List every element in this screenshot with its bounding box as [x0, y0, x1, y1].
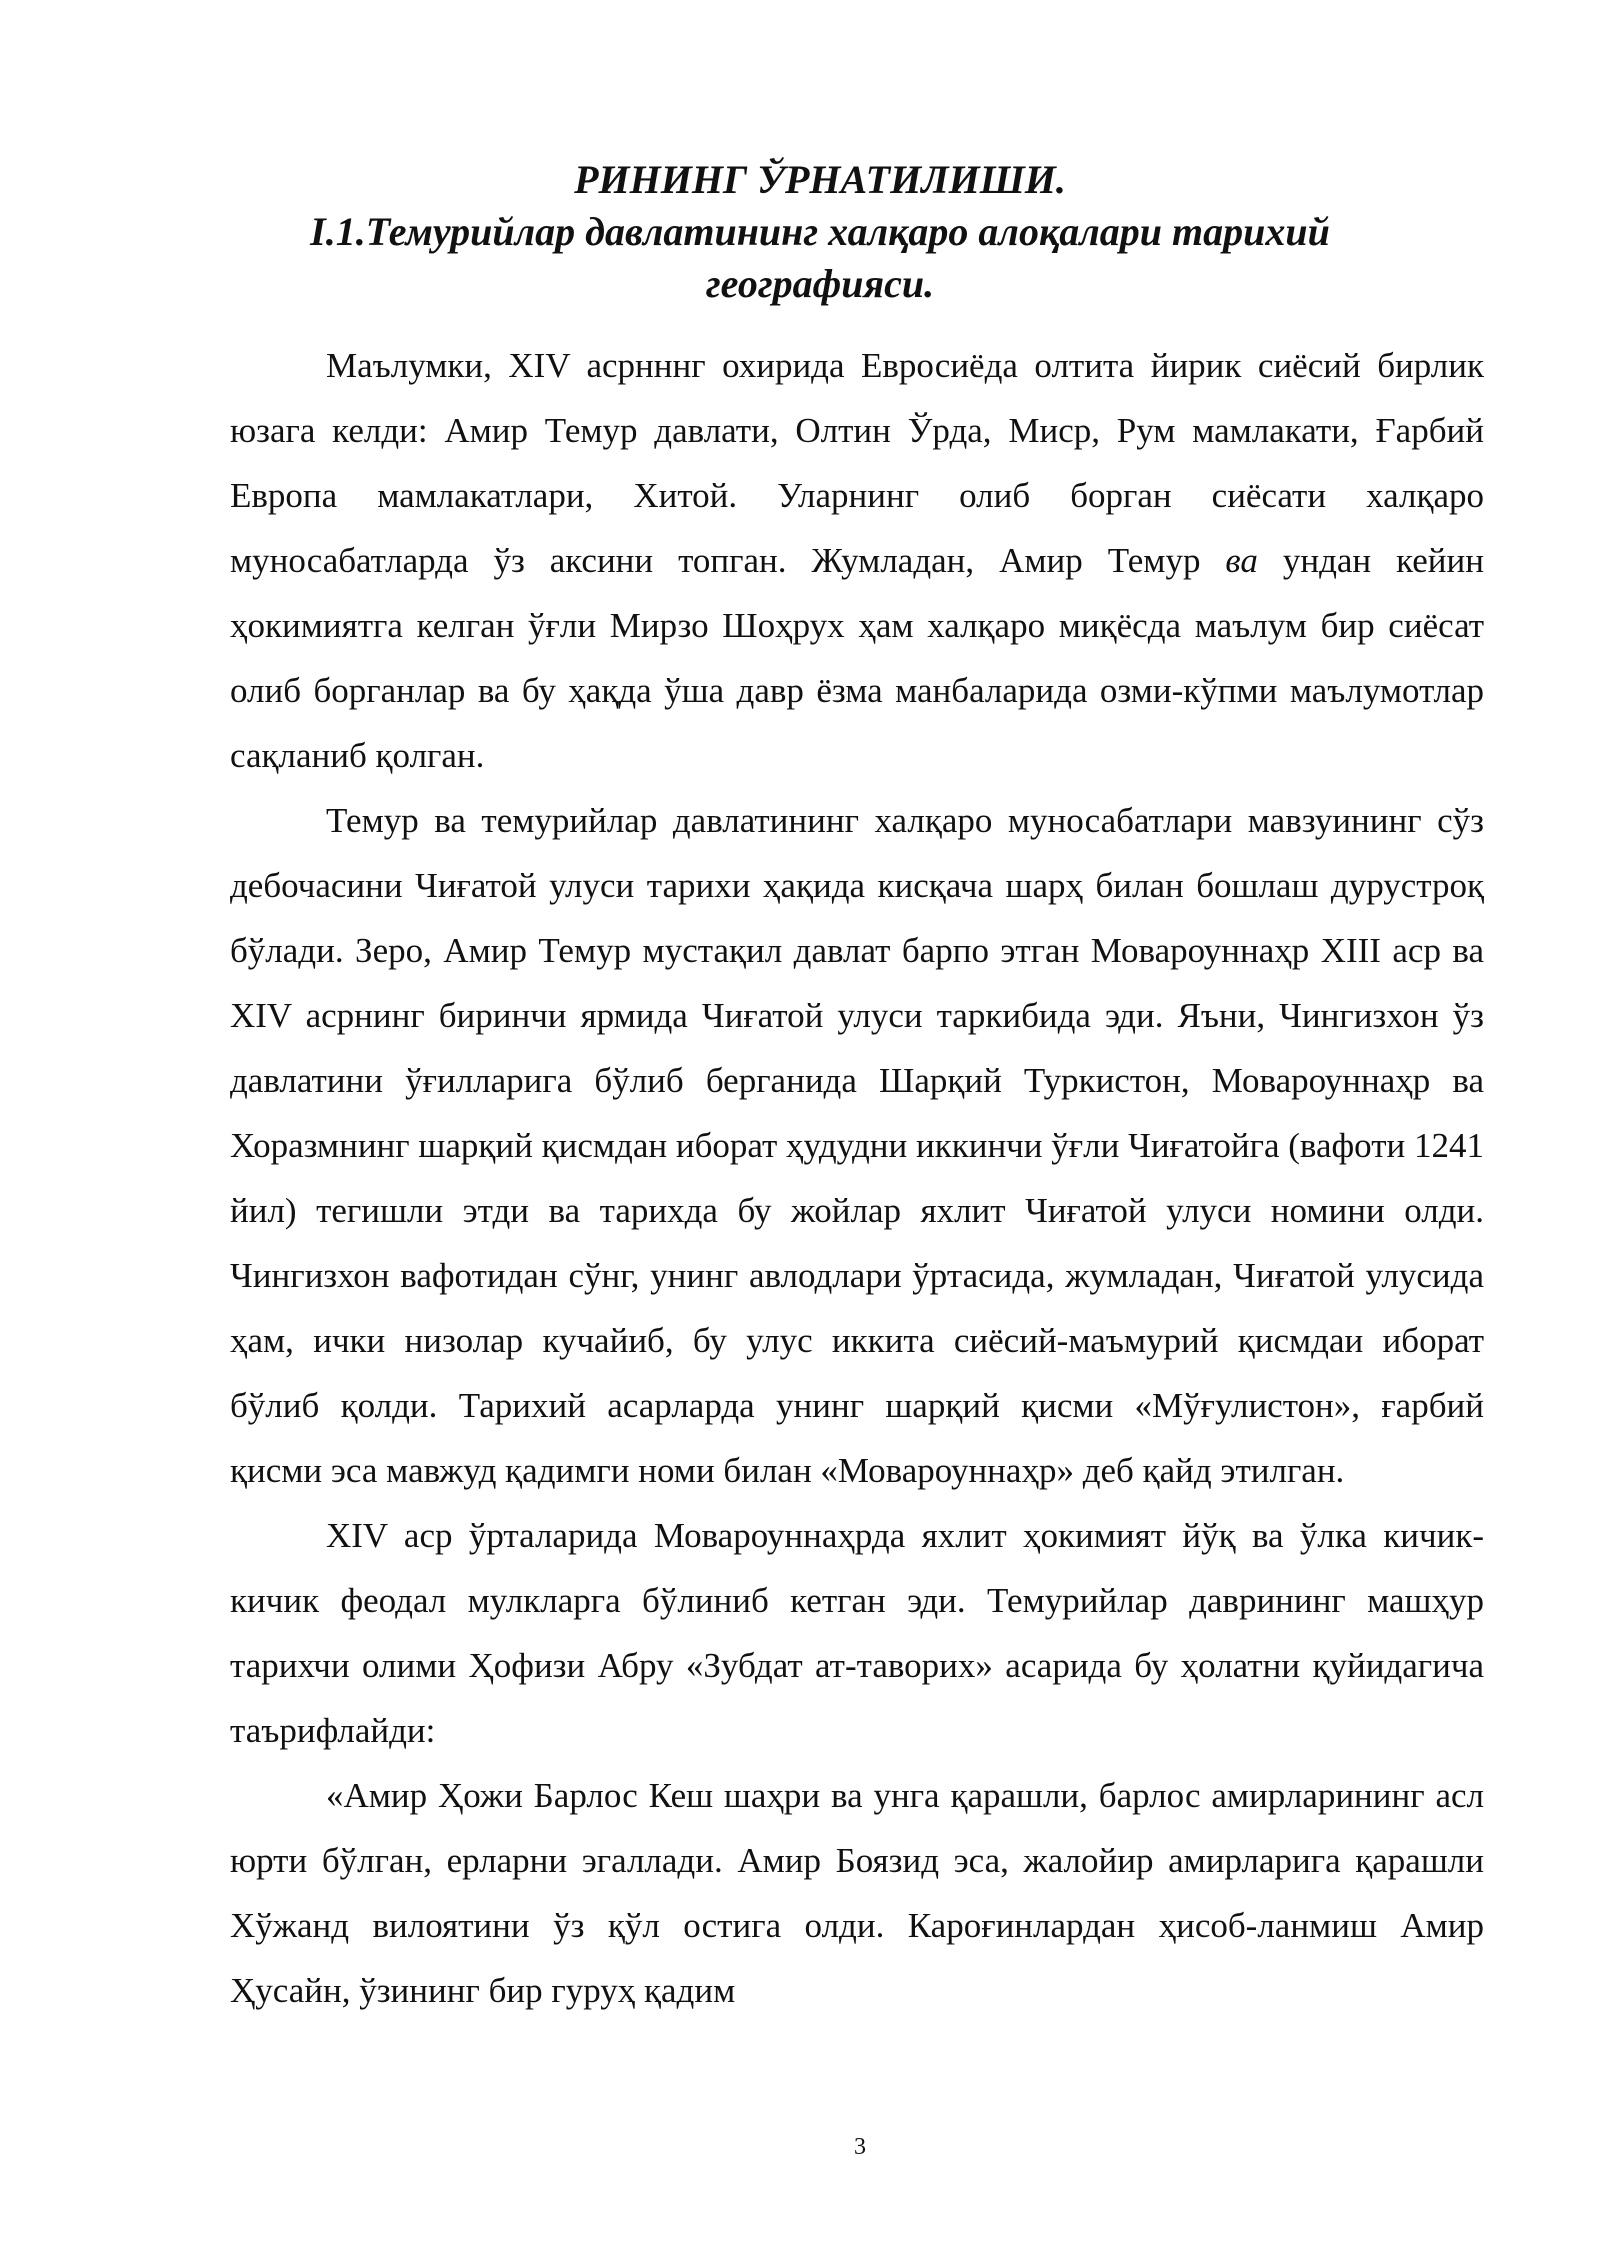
paragraph-1 — [230, 333, 1484, 788]
paragraph-1-part-2: ундан кейин ҳокимиятга келган ўғли Мирзо Шоҳрух ҳам халқаро миқёсда маълум бир сиёсат олиб борганлар ва бу ҳақда ўша давр ёзма манбаларида озми-кўпми маълумотлар сақланиб қолган. — [230, 541, 1484, 775]
paragraph-2: Темур ва темурийлар давлатининг халқаро муносабатлари мавзуининг сўз дебочасини Чиғатой улуси тарихи ҳақида кисқача шарҳ билан бошлаш дурустроқ бўлади. Зеро, Амир Темур мустақил давлат барпо этган Мовароуннаҳр XIII аср ва XIV асрнинг биринчи ярмида Чиғатой улуси таркибида эди. Яъни, Чингизхон ўз давлатини ўғилларига бўлиб берганида Шарқий Туркистон, Мовароуннаҳр ва Хоразмнинг шарқий қисмдан иборат ҳудудни иккинчи ўғли Чиғатойга (вафоти 1241 йил) тегишли этди ва тарихда бу жойлар яхлит Чиғатой улуси номини олди. Чингизхон вафотидан сўнг, унинг авлодлари ўртасида, жумладан, Чиғатой улусида ҳам, ички низолар кучайиб, бу улус иккита сиёсий-маъмурий қисмдаи иборат бўлиб қолди. Тарихий асарларда унинг шарқий қисми «Мўғулистон», ғарбий қисми эса мавжуд қадимги номи билан «Мовароуннаҳр» деб қайд этилган. — [230, 801, 1484, 1490]
paragraph-1-part-1: Маълумки, XIV асрнннг охирида Евросиёда олтита йирик сиёсий бирлик юзага келди: Амир Темур давлати, Олтин Ўрда, Миср, Рум мамлакати, Ғарбий Европа мамлакатлари, Хитой. Уларнинг олиб борган сиёсати халқаро муносабатларда ўз аксини топган. Жумладан, Амир Темур — [230, 346, 1484, 580]
paragraph-4: «Амир Ҳожи Барлос Кеш шаҳри ва унга қарашли, барлос амирларининг асл юрти бўлган, ерларни эгаллади. Амир Боязид эса, жалойир амирларига қарашли Хўжанд вилоятини ўз қўл остига олди. Карoғинлардан ҳисоб-ланмиш Амир Ҳусайн, ўзининг бир гуруҳ қадим — [230, 1776, 1484, 2010]
section-subtitle: I.1.Темурийлар давлатининг халқаро алоқалари тарихий географияси. — [310, 209, 1330, 306]
body-text — [230, 333, 1484, 2023]
paragraph-3: XIV аср ўрталарида Мовароуннаҳрда яхлит ҳокимият йўқ ва ўлка кичик-кичик феодал мулкларга бўлиниб кетган эди. Темурийлар даврининг машҳур тарихчи олими Ҳофизи Абру «Зубдат ат-таворих» асарида бу ҳолатни қуйидагича таърифлайди: — [230, 1516, 1484, 1750]
page-number: 3 — [854, 2134, 866, 2160]
section-title: РИНИНГ ЎРНАТИЛИШИ. — [574, 157, 1066, 202]
paragraph-1-italic-word: ва — [1225, 541, 1258, 580]
